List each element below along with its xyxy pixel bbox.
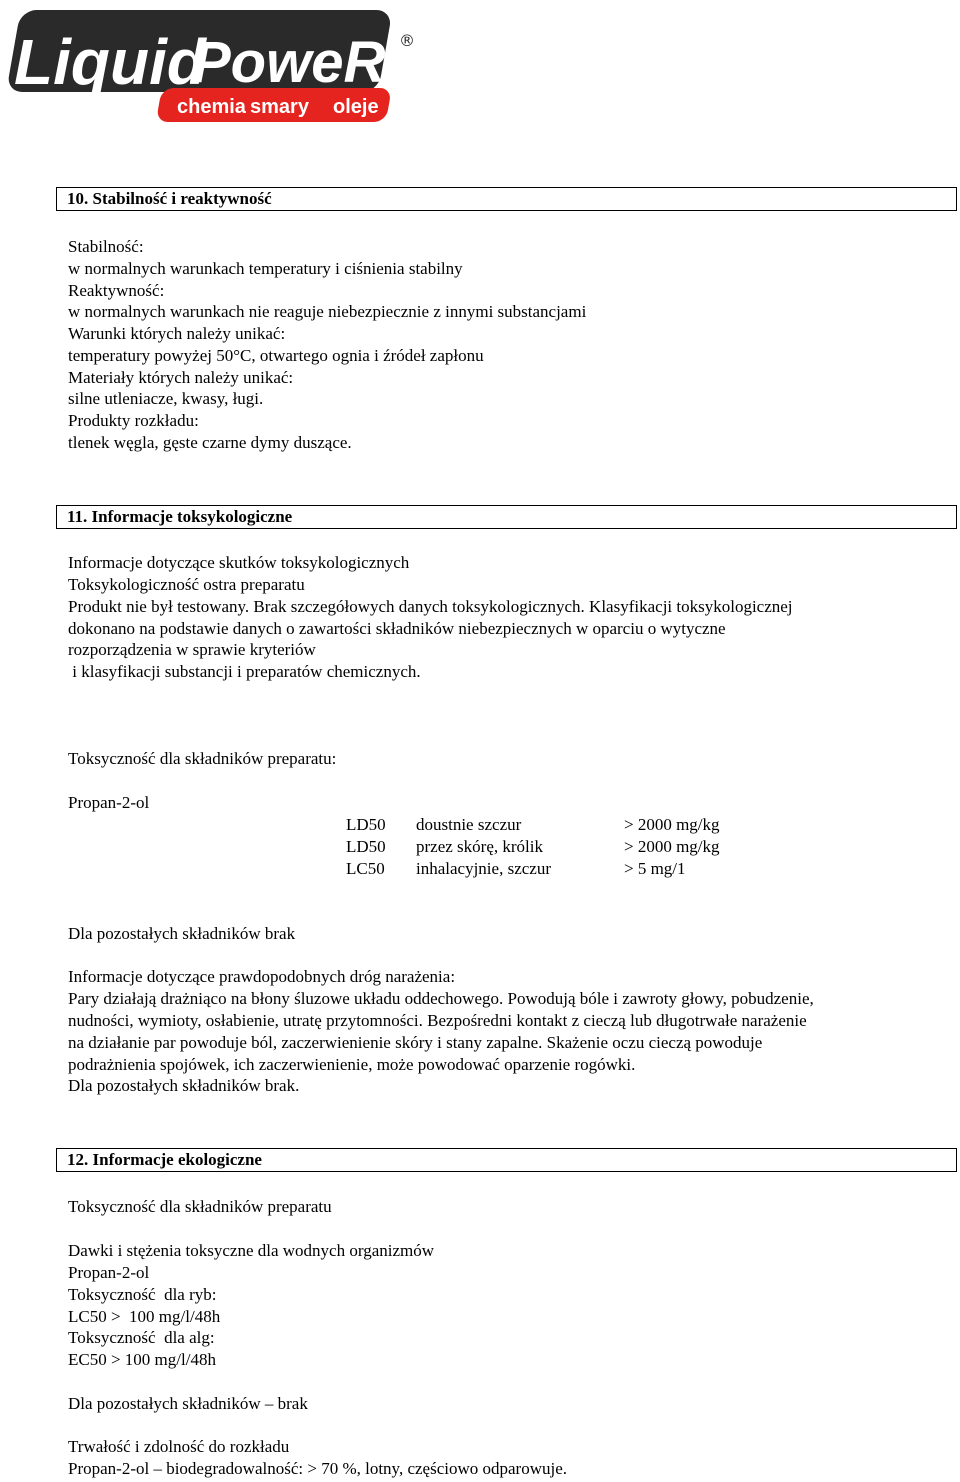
logo-liquid-text: Liquid bbox=[14, 26, 206, 98]
s10-line: Stabilność: bbox=[68, 237, 144, 256]
tox-route: doustnie szczur bbox=[416, 815, 522, 834]
logo-power-text: PoweR bbox=[192, 30, 386, 95]
eco-line: LC50 > 100 mg/l/48h bbox=[68, 1307, 221, 1326]
eco-subtitle: Toksyczność dla składników preparatu bbox=[68, 1197, 332, 1216]
s10-line: Reaktywność: bbox=[68, 281, 165, 300]
s11-intro-line: Produkt nie był testowany. Brak szczegółowych danych toksykologicznych. Klasyfikacji toksykologicznej bbox=[68, 597, 793, 616]
s10-line: silne utleniacze, kwasy, ługi. bbox=[68, 389, 264, 408]
s11-intro-line: rozporządzenia w sprawie kryteriów bbox=[68, 640, 316, 659]
tox-type: LD50 bbox=[346, 815, 386, 834]
exposure-line: podrażnienia spojówek, ich zaczerwienienie, może powodować oparzenie rogówki. bbox=[68, 1055, 636, 1074]
eco-others-none: Dla pozostałych składników – brak bbox=[68, 1394, 308, 1413]
tox-type: LC50 bbox=[346, 859, 385, 878]
exposure-line: na działanie par powoduje ból, zaczerwienienie skóry i stany zapalne. Skażenie oczu cieczą powoduje bbox=[68, 1033, 763, 1052]
logo-tag-oleje: oleje bbox=[333, 96, 379, 118]
tox-type: LD50 bbox=[346, 837, 386, 856]
s10-line: tlenek węgla, gęste czarne dymy duszące. bbox=[68, 433, 352, 452]
eco-line: Propan-2-ol bbox=[68, 1263, 150, 1282]
s10-line: temperatury powyżej 50°C, otwartego ognia i źródeł zapłonu bbox=[68, 346, 484, 365]
s10-line: Materiały których należy unikać: bbox=[68, 368, 294, 387]
s11-intro-line: Toksykologiczność ostra preparatu bbox=[68, 575, 305, 594]
s10-line: w normalnych warunkach temperatury i ciśnienia stabilny bbox=[68, 259, 463, 278]
tox-route: inhalacyjnie, szczur bbox=[416, 859, 551, 878]
registered-mark: ® bbox=[399, 31, 415, 50]
eco-line: Toksyczność dla ryb: bbox=[68, 1285, 217, 1304]
degradation-label: Trwałość i zdolność do rozkładu bbox=[68, 1437, 290, 1456]
exposure-line: nudności, wymioty, osłabienie, utratę przytomności. Bezpośredni kontakt z cieczą lub długotrwałe narażenie bbox=[68, 1011, 807, 1030]
logo-tag-chemia: chemia bbox=[177, 96, 246, 118]
tox-value: > 2000 mg/kg bbox=[624, 837, 720, 856]
others-none: Dla pozostałych składników brak bbox=[68, 924, 296, 943]
exposure-line: Pary działają drażniąco na błony śluzowe układu oddechowego. Powodują bóle i zawroty głowy, pobudzenie, bbox=[68, 989, 814, 1008]
component-toxicity-label: Toksyczność dla składników preparatu: bbox=[68, 749, 337, 768]
tox-route: przez skórę, królik bbox=[416, 837, 543, 856]
eco-line: Toksyczność dla alg: bbox=[68, 1328, 215, 1347]
section-10-header: 10. Stabilność i reaktywność bbox=[56, 187, 957, 211]
s11-intro-line: Informacje dotyczące skutków toksykologicznych bbox=[68, 553, 410, 572]
eco-line: Dawki i stężenia toksyczne dla wodnych organizmów bbox=[68, 1241, 435, 1260]
s10-line: Produkty rozkładu: bbox=[68, 411, 199, 430]
s11-intro-line: dokonano na podstawie danych o zawartości składników niebezpiecznych w oparciu o wytyczne bbox=[68, 619, 726, 638]
degradation-text: Propan-2-ol – biodegradowalność: > 70 %, lotny, częściowo odparowuje. bbox=[68, 1459, 568, 1478]
tox-value: > 5 mg/1 bbox=[624, 859, 686, 878]
logo-tag-smary: smary bbox=[250, 96, 309, 118]
eco-line: EC50 > 100 mg/l/48h bbox=[68, 1350, 216, 1369]
s11-intro-line: i klasyfikacji substancji i preparatów chemicznych. bbox=[68, 662, 421, 681]
exposure-line: Informacje dotyczące prawdopodobnych dróg narażenia: bbox=[68, 967, 456, 986]
s10-line: w normalnych warunkach nie reaguje niebezpiecznie z innymi substancjami bbox=[68, 302, 587, 321]
component-name: Propan-2-ol bbox=[68, 793, 150, 812]
section-11-header: 11. Informacje toksykologiczne bbox=[56, 505, 957, 529]
section-12-header: 12. Informacje ekologiczne bbox=[56, 1148, 957, 1172]
tox-value: > 2000 mg/kg bbox=[624, 815, 720, 834]
exposure-line: Dla pozostałych składników brak. bbox=[68, 1076, 300, 1095]
liquid-power-logo bbox=[2, 2, 422, 127]
s10-line: Warunki których należy unikać: bbox=[68, 324, 286, 343]
